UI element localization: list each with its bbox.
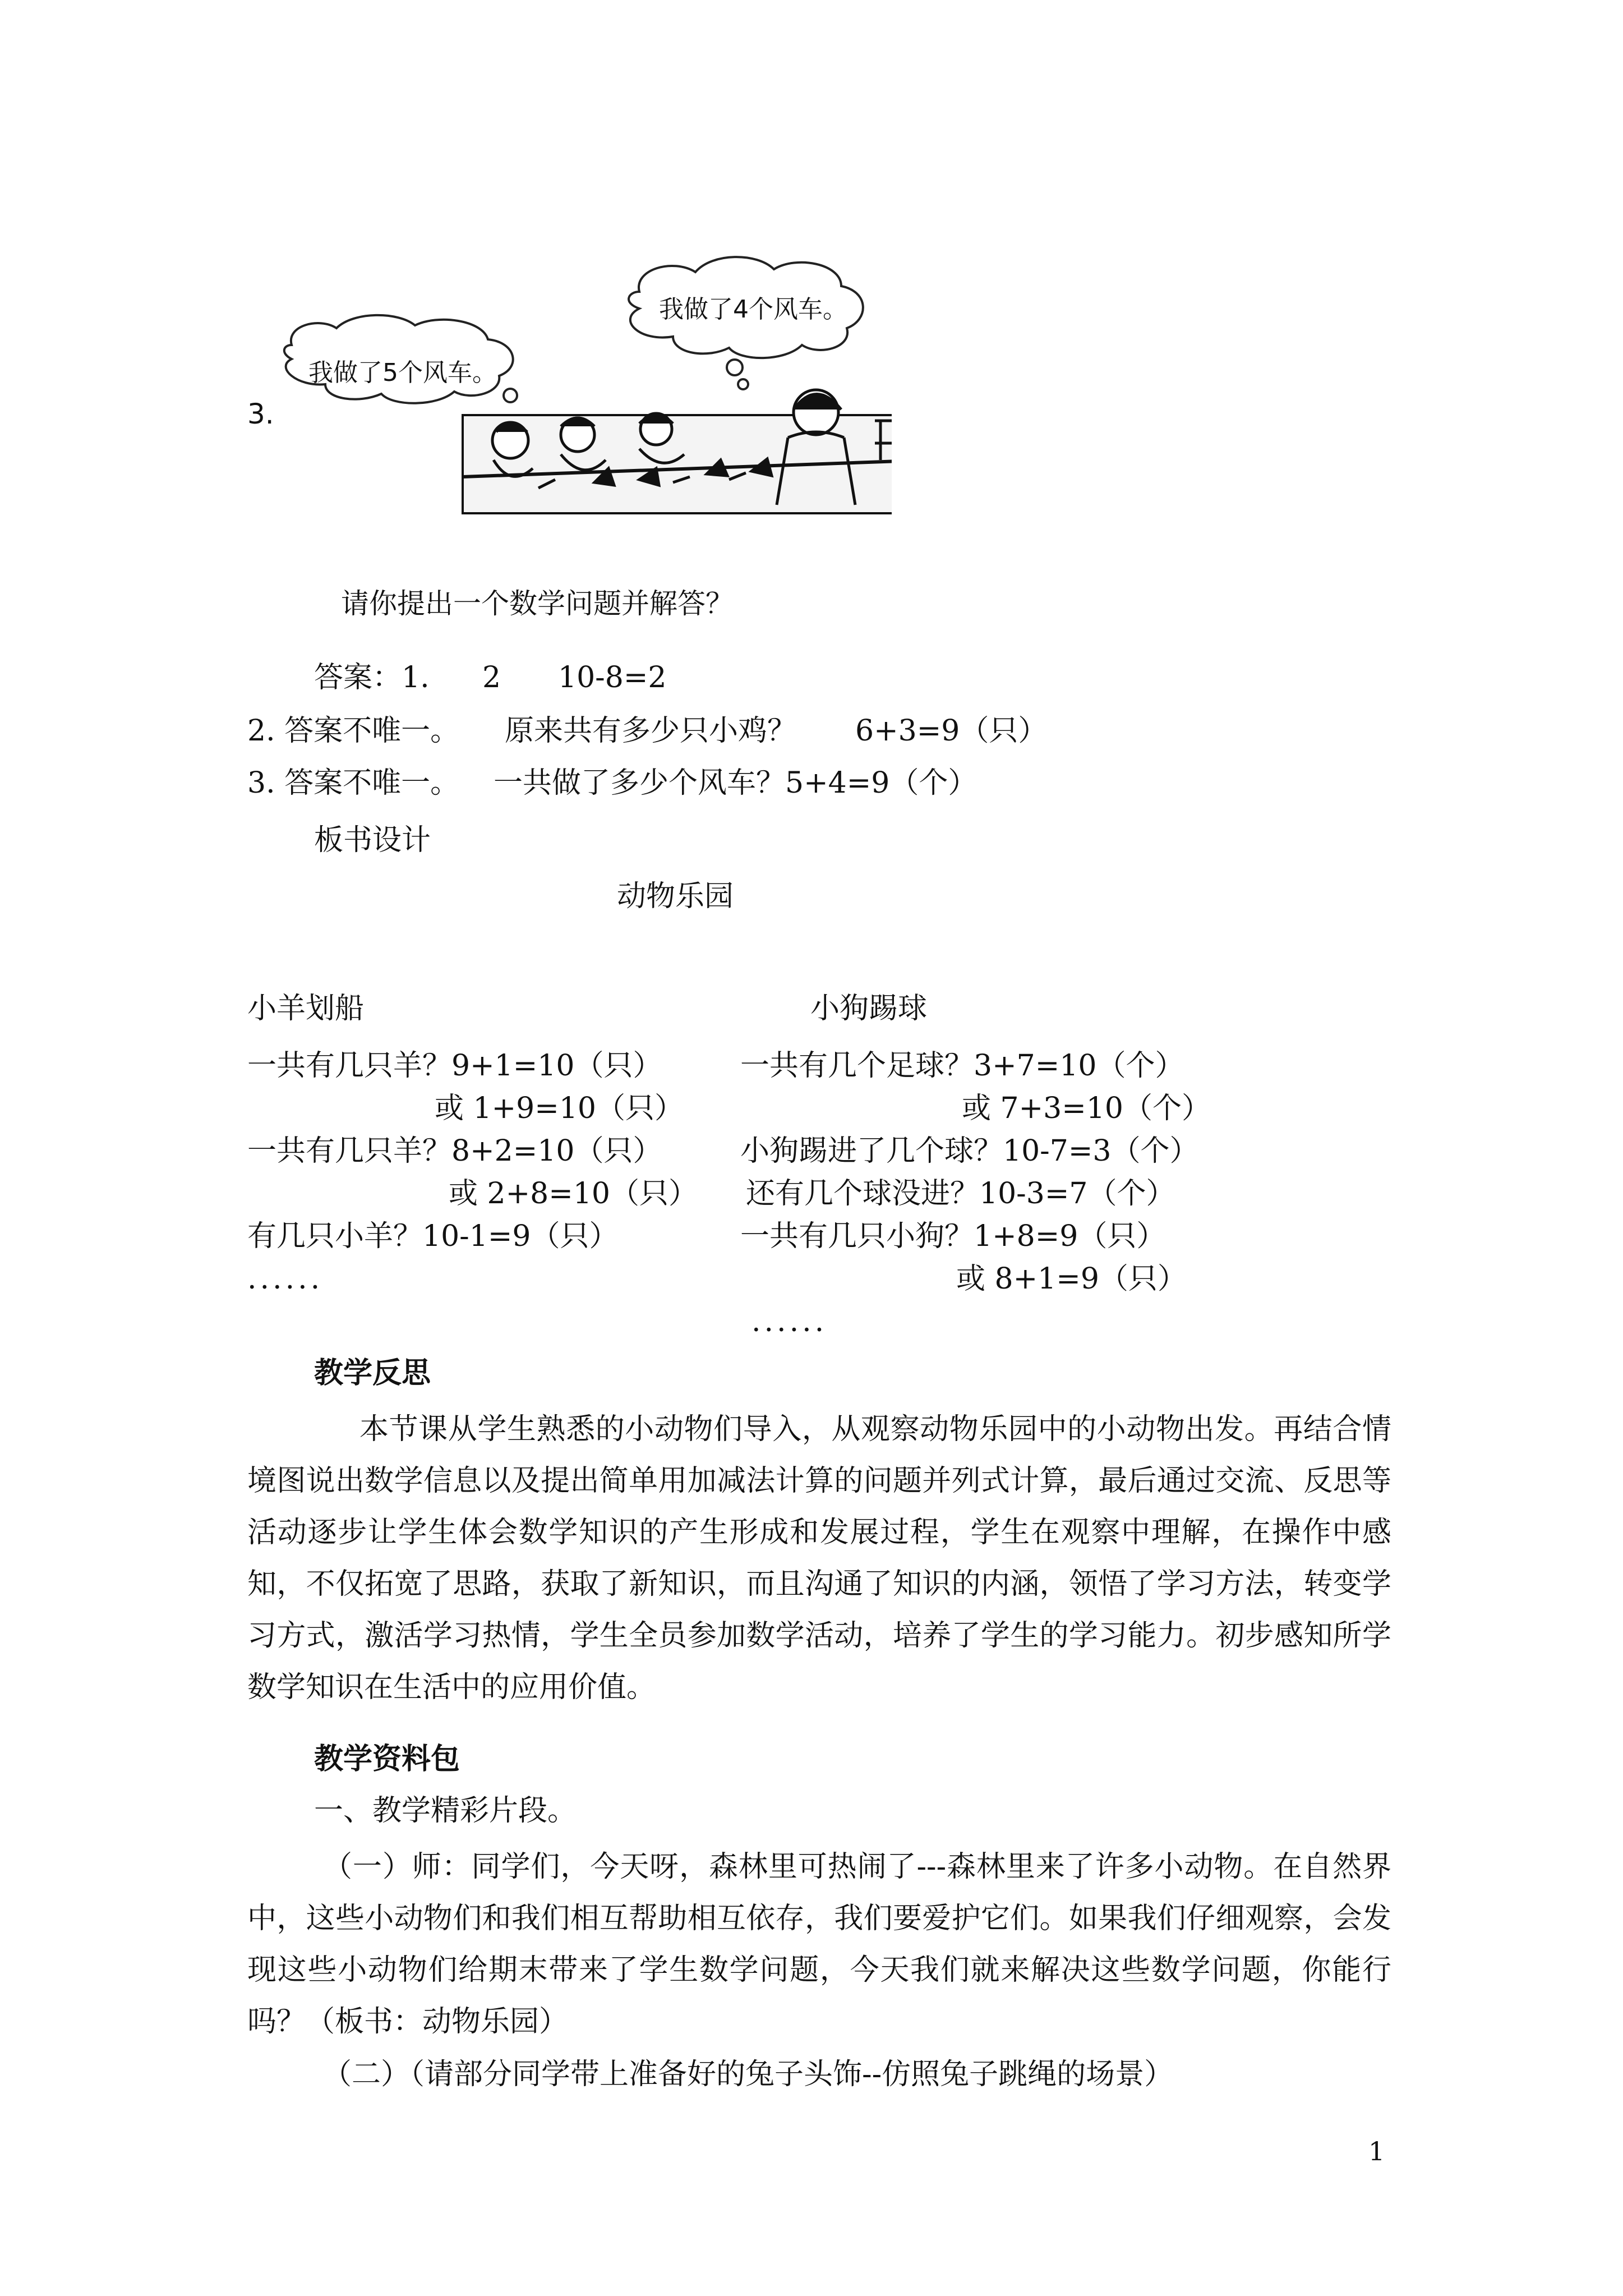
board-left-line: 一共有几只羊？8+2=10（只） bbox=[247, 1134, 662, 1168]
resources-heading: 教学资料包 bbox=[314, 1742, 460, 1776]
board-left-ellipsis: ...... bbox=[247, 1262, 324, 1296]
board-left-line: 或 2+8=10（只） bbox=[449, 1177, 698, 1211]
children-making-windmills bbox=[463, 390, 892, 513]
reflection-heading: 教学反思 bbox=[314, 1356, 431, 1390]
reflection-body bbox=[247, 1404, 1391, 1713]
answer-3-label: 3. 答案不唯一。 bbox=[247, 766, 460, 800]
board-right-line: 小狗踢进了几个球？10-7=3（个） bbox=[740, 1134, 1199, 1168]
answer-1-equation: 10-8=2 bbox=[558, 661, 667, 694]
answer-2-question: 原来共有多少只小鸡？ bbox=[505, 714, 797, 748]
resources-paragraph-1-text: （一）师：同学们，今天呀，森林里可热闹了---森林里来了许多小动物。在自然界中，这些小动物们和我们相互帮助相互依存，我们要爱护它们。如果我们仔细观察，会发现这些小动物们给期末带来了学生数学问题，今天我们就来解决这些数学问题，你能行吗？（板书：动物乐园） bbox=[247, 1850, 1391, 2039]
answer-3-question: 一共做了多少个风车？5+4=9（个） bbox=[494, 766, 978, 800]
resources-paragraph-2: （二）（请部分同学带上准备好的兔子头饰--仿照兔子跳绳的场景） bbox=[322, 2058, 1174, 2091]
answer-2-equation: 6+3=9（只） bbox=[855, 714, 1048, 748]
reflection-body-text: 本节课从学生熟悉的小动物们导入，从观察动物乐园中的小动物出发。再结合情境图说出数学信息以及提出简单用加减法计算的问题并列式计算，最后通过交流、反思等活动逐步让学生体会数学知识的产生形成和发展过程，学生在观察中理解，在操作中感知，不仅拓宽了思路，获取了新知识，而且沟通了知识的内涵，领悟了学习方法，转变学习方式，激活学习热情，学生全员参加数学活动，培养了学生的学习能力。初步感知所学数学知识在生活中的应用价值。 bbox=[247, 1412, 1391, 1704]
board-right-ellipsis: ...... bbox=[751, 1305, 828, 1338]
answer-1-label: 答案：1. bbox=[314, 661, 430, 694]
bubble-right-text: 我做了4个风车。 bbox=[659, 295, 847, 324]
board-right-line: 或 7+3=10（个） bbox=[962, 1092, 1211, 1125]
board-left-title: 小羊划船 bbox=[247, 992, 365, 1025]
resources-section-1: 一、教学精彩片段。 bbox=[314, 1794, 577, 1828]
board-left-line: 或 1+9=10（只） bbox=[435, 1092, 684, 1125]
board-left-line: 一共有几只羊？9+1=10（只） bbox=[247, 1049, 662, 1083]
exercise-3-number: 3. bbox=[247, 398, 274, 430]
board-right-line: 一共有几只小狗？1+8=9（只） bbox=[740, 1220, 1166, 1253]
page-number: 1 bbox=[1368, 2136, 1385, 2166]
bubble-left-text: 我做了5个风车。 bbox=[308, 358, 497, 387]
answer-1-value: 2 bbox=[482, 661, 501, 694]
board-right-title: 小狗踢球 bbox=[810, 992, 928, 1025]
board-heading: 板书设计 bbox=[314, 823, 431, 857]
resources-paragraph-1 bbox=[247, 1841, 1391, 2047]
board-left-line: 有几只小羊？10-1=9（只） bbox=[247, 1220, 619, 1253]
board-title: 动物乐园 bbox=[617, 880, 734, 913]
exercise-3-prompt: 请你提出一个数学问题并解答？ bbox=[341, 587, 734, 620]
board-right-line: 或 8+1=9（只） bbox=[956, 1262, 1187, 1296]
board-right-line: 还有几个球没进？10-3=7（个） bbox=[746, 1177, 1175, 1211]
board-right-line: 一共有几个足球？3+7=10（个） bbox=[740, 1049, 1184, 1083]
answer-2-label: 2. 答案不唯一。 bbox=[247, 714, 460, 748]
